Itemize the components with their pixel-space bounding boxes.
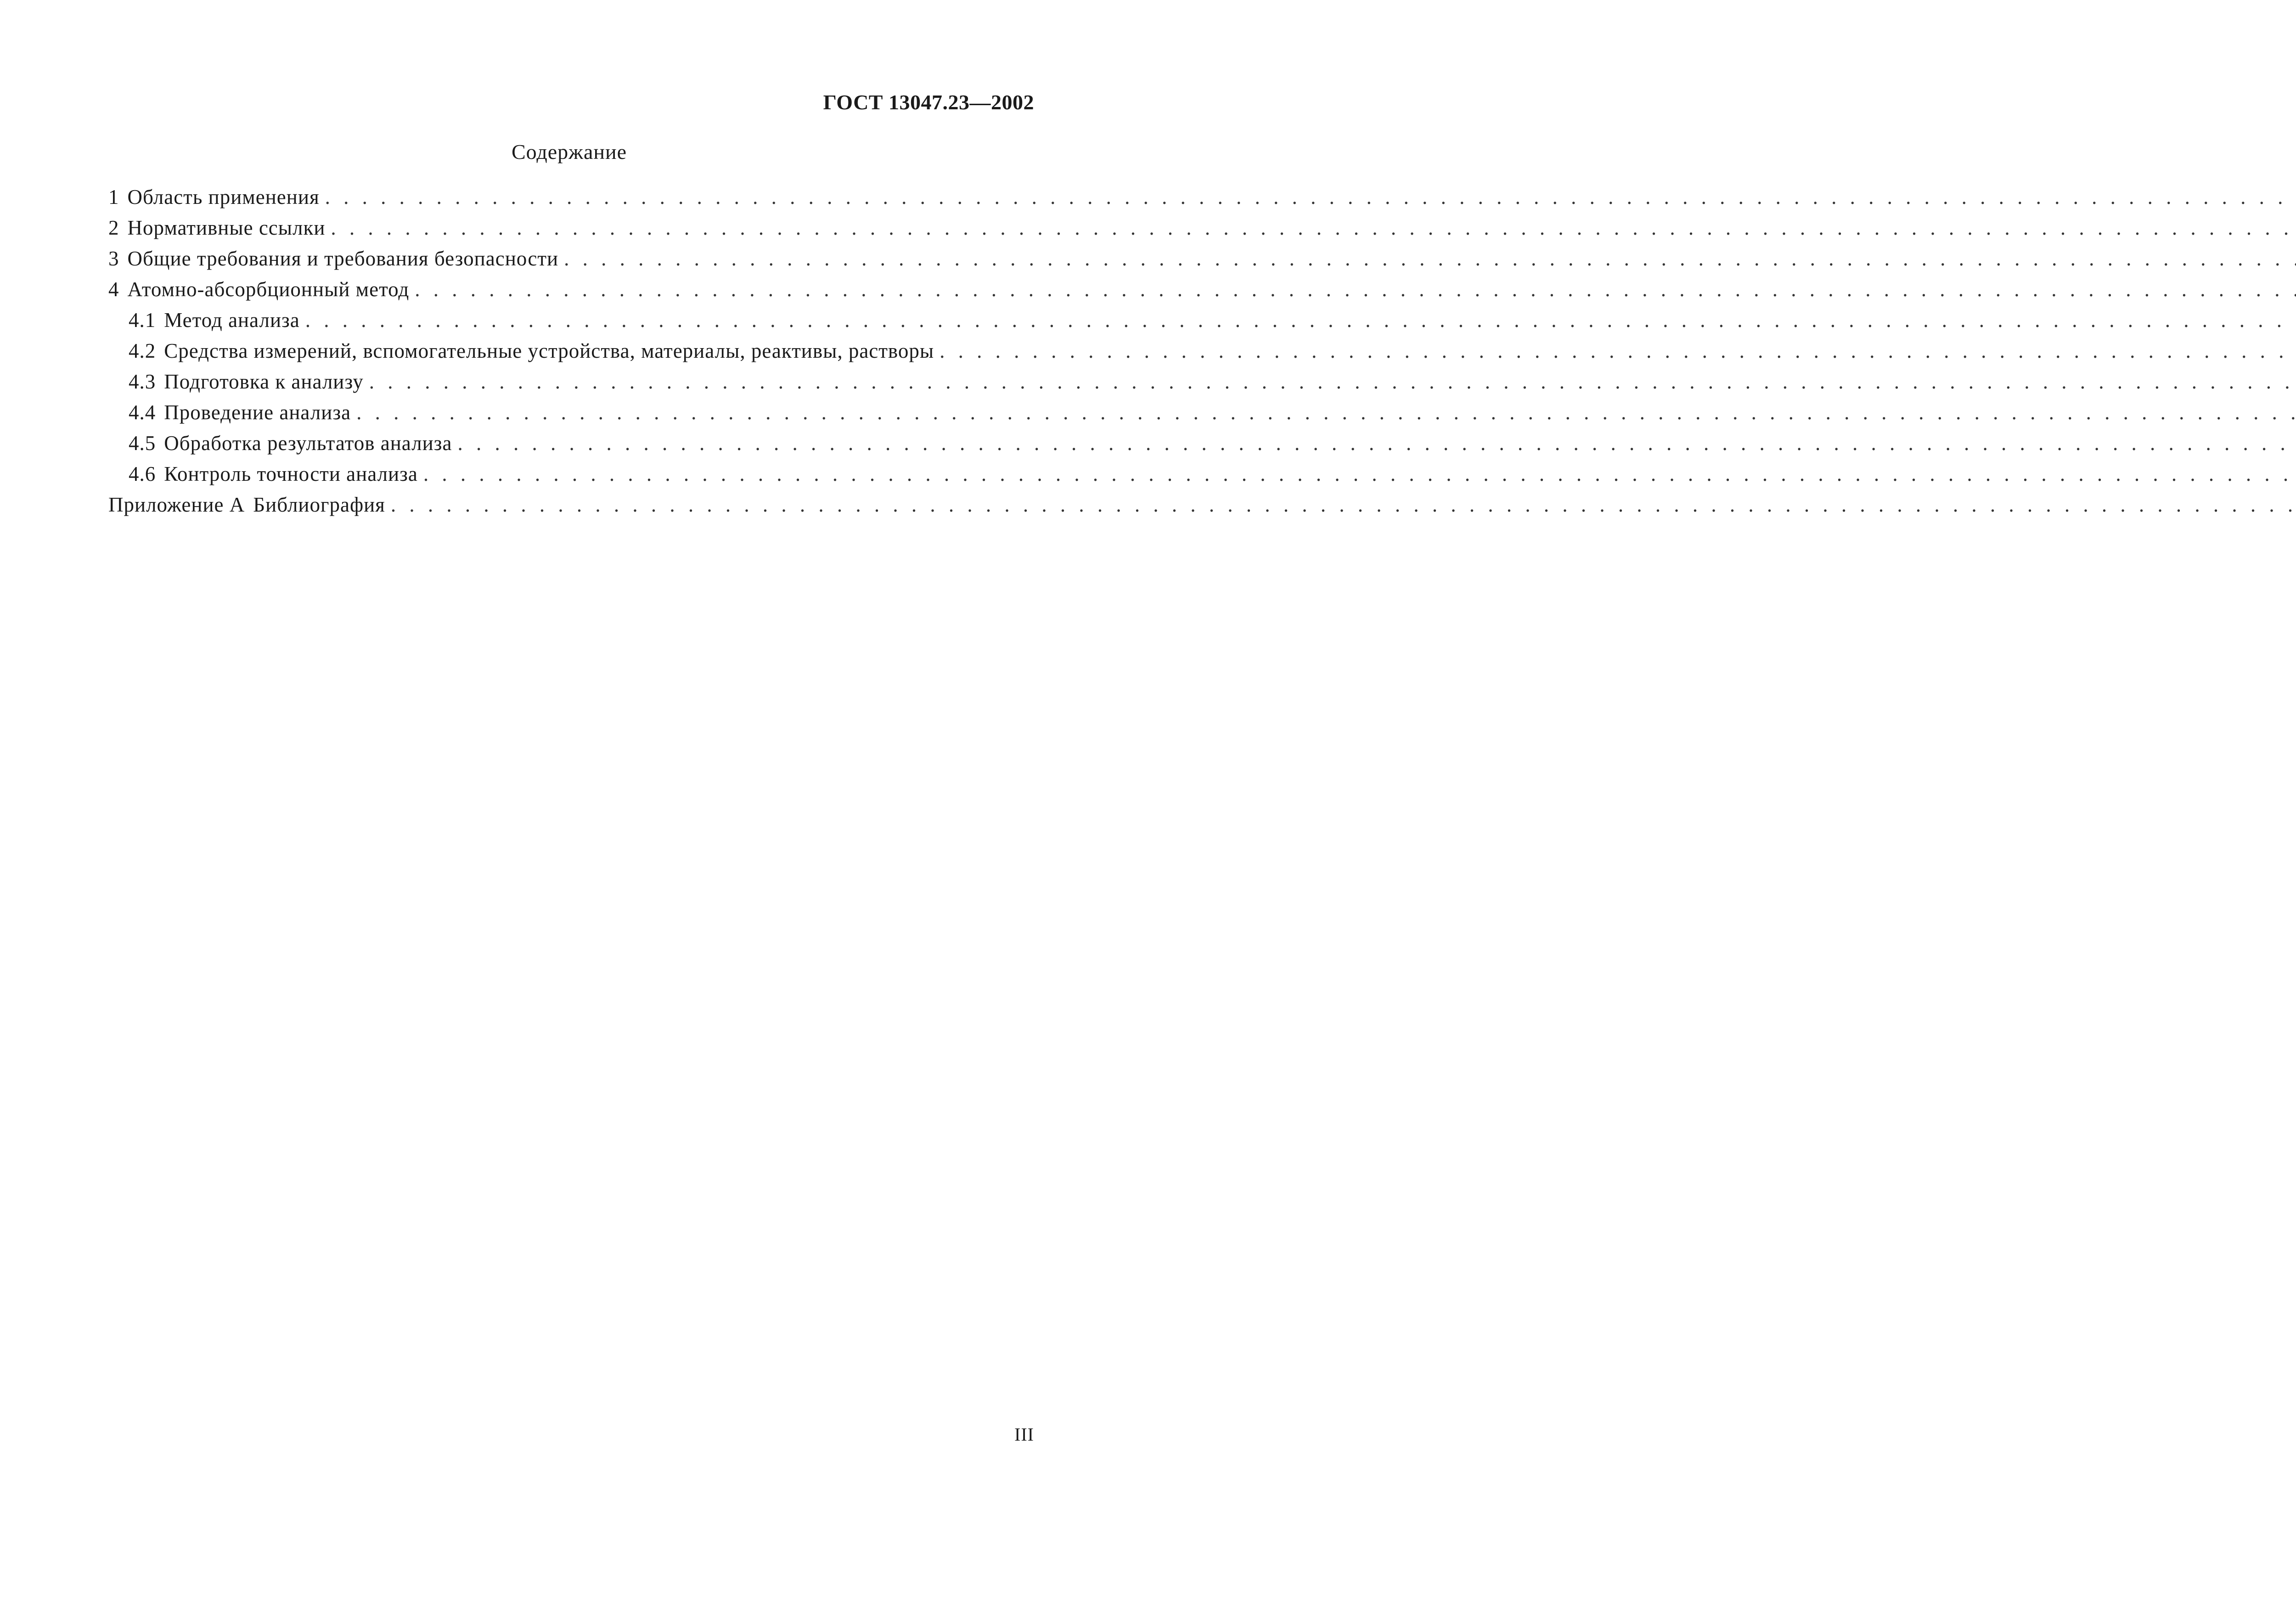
toc-entry-label [108, 274, 409, 305]
toc-entry-4-1[interactable] [108, 305, 1028, 336]
toc-entry-4[interactable] [108, 274, 1028, 305]
toc-entry-4-2[interactable] [108, 336, 1028, 366]
toc-entry-label [108, 366, 364, 397]
toc-title: Содержание [511, 140, 627, 163]
table-of-contents [108, 182, 1028, 520]
toc-entry-label [108, 428, 452, 459]
document-page [0, 0, 1138, 1611]
toc-leader-dots [305, 305, 2296, 336]
toc-entry-number: 4.4 [129, 401, 156, 424]
toc-entry-number: 1 [108, 186, 119, 208]
toc-entry-number: 4.3 [129, 370, 156, 393]
toc-entry-4-6[interactable] [108, 459, 1028, 490]
toc-leader-dots [423, 459, 2296, 490]
toc-leader-dots [564, 243, 2296, 274]
toc-entry-number: 4 [108, 278, 119, 301]
toc-leader-dots [325, 182, 2296, 213]
toc-entry-text: Общие требования и требования безопасности [127, 247, 559, 270]
toc-entry-text: Обработка результатов анализа [164, 432, 452, 455]
toc-entry-number: 4.6 [129, 462, 156, 485]
toc-entry-label [108, 336, 934, 366]
toc-entry-appendix-a[interactable] [108, 490, 1028, 520]
toc-leader-dots [369, 366, 2296, 397]
toc-leader-dots [940, 336, 2296, 366]
toc-entry-text: Контроль точности анализа [164, 462, 418, 485]
toc-entry-label [108, 243, 558, 274]
toc-entry-number: 4.2 [129, 339, 156, 362]
toc-entry-label [108, 397, 351, 428]
toc-entry-3[interactable] [108, 243, 1028, 274]
toc-entry-text: Проведение анализа [164, 401, 351, 424]
toc-entry-label [108, 182, 320, 213]
toc-entry-number: 2 [108, 216, 119, 239]
toc-leader-dots [415, 274, 2296, 305]
toc-entry-4-3[interactable] [108, 366, 1028, 397]
toc-entry-text: Область применения [127, 186, 320, 208]
toc-leader-dots [356, 397, 2296, 428]
toc-entry-label [108, 305, 300, 336]
toc-entry-number: 4.1 [129, 309, 156, 332]
toc-entry-label [108, 213, 325, 243]
toc-leader-dots [331, 213, 2296, 243]
toc-entry-1[interactable] [108, 182, 1028, 213]
toc-entry-2[interactable] [108, 213, 1028, 243]
page-number: III [1014, 1424, 1034, 1445]
toc-entry-number: 3 [108, 247, 119, 270]
toc-leader-dots [457, 428, 2296, 459]
toc-entry-label [108, 490, 385, 520]
standard-code: ГОСТ 13047.23—2002 [823, 90, 1034, 114]
toc-entry-text: Библиография [253, 493, 385, 516]
toc-entry-label [108, 459, 418, 490]
toc-leader-dots [391, 490, 2296, 520]
toc-entry-text: Атомно-абсорбционный метод [127, 278, 410, 301]
toc-entry-4-5[interactable] [108, 428, 1028, 459]
toc-entry-text: Метод анализа [164, 309, 300, 332]
toc-entry-number: Приложение А [108, 493, 245, 516]
toc-entry-4-4[interactable] [108, 397, 1028, 428]
toc-entry-text: Средства измерений, вспомогательные устройства, материалы, реактивы, растворы [164, 339, 934, 362]
toc-entry-number: 4.5 [129, 432, 156, 455]
toc-entry-text: Нормативные ссылки [127, 216, 326, 239]
toc-entry-text: Подготовка к анализу [164, 370, 364, 393]
